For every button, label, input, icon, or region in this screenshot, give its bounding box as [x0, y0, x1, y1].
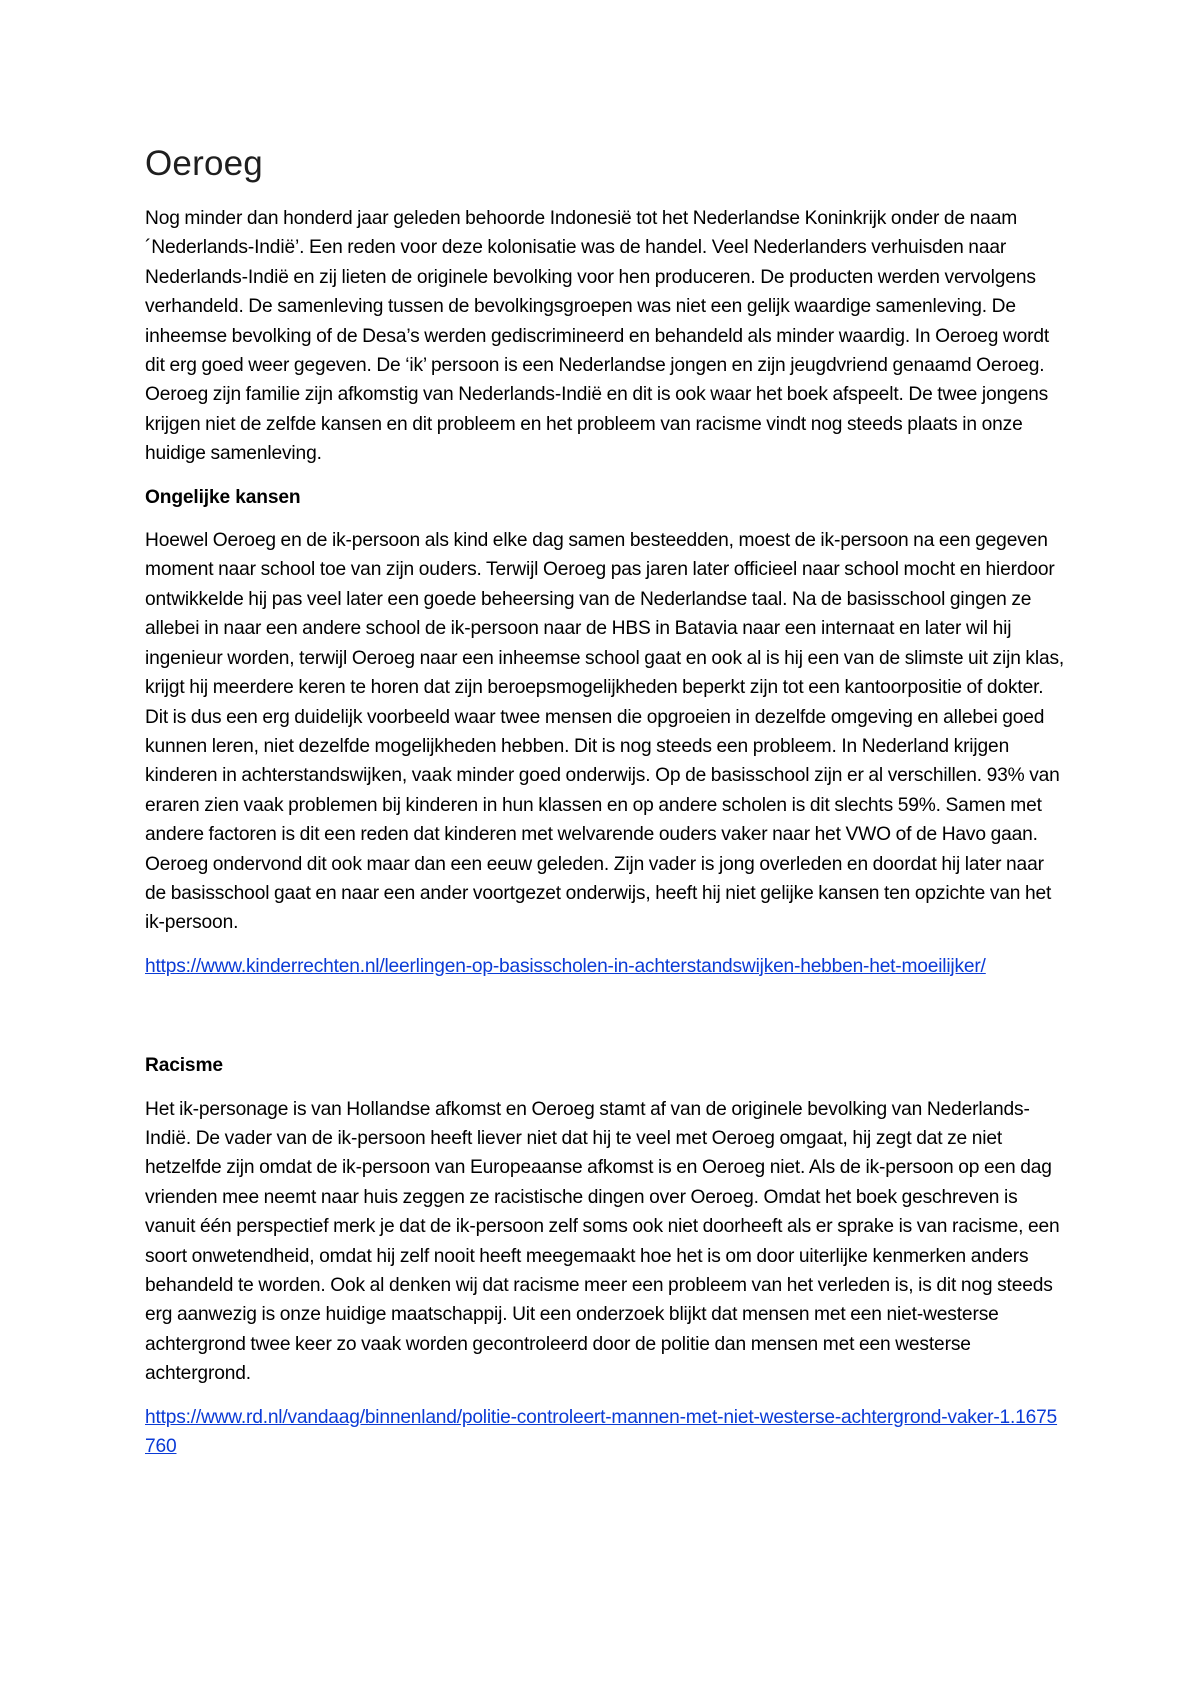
section-heading-racisme: Racisme	[145, 1055, 223, 1077]
document-title: Oeroeg	[145, 144, 263, 183]
section-heading-ongelijke-kansen: Ongelijke kansen	[145, 486, 301, 508]
section-spacer	[145, 981, 1065, 1051]
source-link-rd-anchor[interactable]: https://www.rd.nl/vandaag/binnenland/politie-controleert-mannen-met-niet-westerse-achtergrond-vaker-1.1675760	[145, 1406, 1058, 1458]
intro-paragraph: Nog minder dan honderd jaar geleden behoorde Indonesië tot het Nederlandse Koninkrijk onder de naam ´Nederlands-Indië’. Een reden voor deze kolonisatie was de handel. Veel Nederlanders verhuisden naar Nederlands-Indië en zij lieten de originele bevolking voor hen produceren. De producten werden vervolgens verhandeld. De samenleving tussen de bevolkingsgroepen was niet een gelijk waardige samenleving. De inheemse bevolking of de Desa’s werden gediscrimineerd en behandeld als minder waardig. In Oeroeg wordt dit erg goed weer gegeven. De ‘ik’ persoon is een Nederlandse jongen en zijn jeugdvriend genaamd Oeroeg. Oeroeg zijn familie zijn afkomstig van Nederlands-Indië en dit is ook waar het boek afspeelt. De twee jongens krijgen niet de zelfde kansen en dit probleem en het probleem van racisme vindt nog steeds plaats in onze huidige samenleving.	[145, 208, 1050, 465]
source-link-kinderrechten[interactable]	[145, 952, 1065, 981]
source-link-rd[interactable]	[145, 1403, 1065, 1462]
source-link-kinderrechten-anchor[interactable]: https://www.kinderrechten.nl/leerlingen-op-basisscholen-in-achterstandswijken-hebben-het-moeilijker/	[145, 955, 986, 977]
section-body-racisme: Het ik-personage is van Hollandse afkomst en Oeroeg stamt af van de originele bevolking van Nederlands-Indië. De vader van de ik-persoon heeft liever niet dat hij te veel met Oeroeg omgaat, hij zegt dat ze niet hetzelfde zijn omdat de ik-persoon van Europeaanse afkomst is en Oeroeg niet. Als de ik-persoon op een dag vrienden mee neemt naar huis zeggen ze racistische dingen over Oeroeg. Omdat het boek geschreven is vanuit één perspectief merk je dat de ik-persoon zelf soms ook niet doorheeft als er sprake is van racisme, een soort onwetendheid, omdat hij zelf nooit heeft meegemaakt hoe het is om door uiterlijke kenmerken anders behandeld te worden. Ook al denken wij dat racisme meer een probleem van het verleden is, is dit nog steeds erg aanwezig is onze huidige maatschappij. Uit een onderzoek blijkt dat mensen met een niet-westerse achtergrond twee keer zo vaak worden gecontroleerd door de politie dan mensen met een westerse achtergrond.	[145, 1098, 1060, 1385]
document-page	[145, 142, 1065, 1461]
section-body-ongelijke-kansen: Hoewel Oeroeg en de ik-persoon als kind elke dag samen besteedden, moest de ik-persoon na een gegeven moment naar school toe van zijn ouders. Terwijl Oeroeg pas jaren later officieel naar school mocht en hierdoor ontwikkelde hij pas veel later een goede beheersing van de Nederlandse taal. Na de basisschool gingen ze allebei in naar een andere school de ik-persoon naar de HBS in Batavia naar een internaat en later wil hij ingenieur worden, terwijl Oeroeg naar een inheemse school gaat en ook al is hij een van de slimste uit zijn klas, krijgt hij meerdere keren te horen dat zijn beroepsmogelijkheden beperkt zijn tot een kantoorpositie of dokter. Dit is dus een erg duidelijk voorbeeld waar twee mensen die opgroeien in dezelfde omgeving en allebei goed kunnen leren, niet dezelfde mogelijkheden hebben. Dit is nog steeds een probleem. In Nederland krijgen kinderen in achterstandswijken, vaak minder goed onderwijs. Op de basisschool zijn er al verschillen. 93% van eraren zien vaak problemen bij kinderen in hun klassen en op andere scholen is dit slechts 59%. Samen met andere factoren is dit een reden dat kinderen met welvarende ouders vaker naar het VWO of de Havo gaan. Oeroeg ondervond dit ook maar dan een eeuw geleden. Zijn vader is jong overleden en doordat hij later naar de basisschool gaat en naar een ander voortgezet onderwijs, heeft hij niet gelijke kansen ten opzichte van het ik-persoon.	[145, 530, 1065, 934]
